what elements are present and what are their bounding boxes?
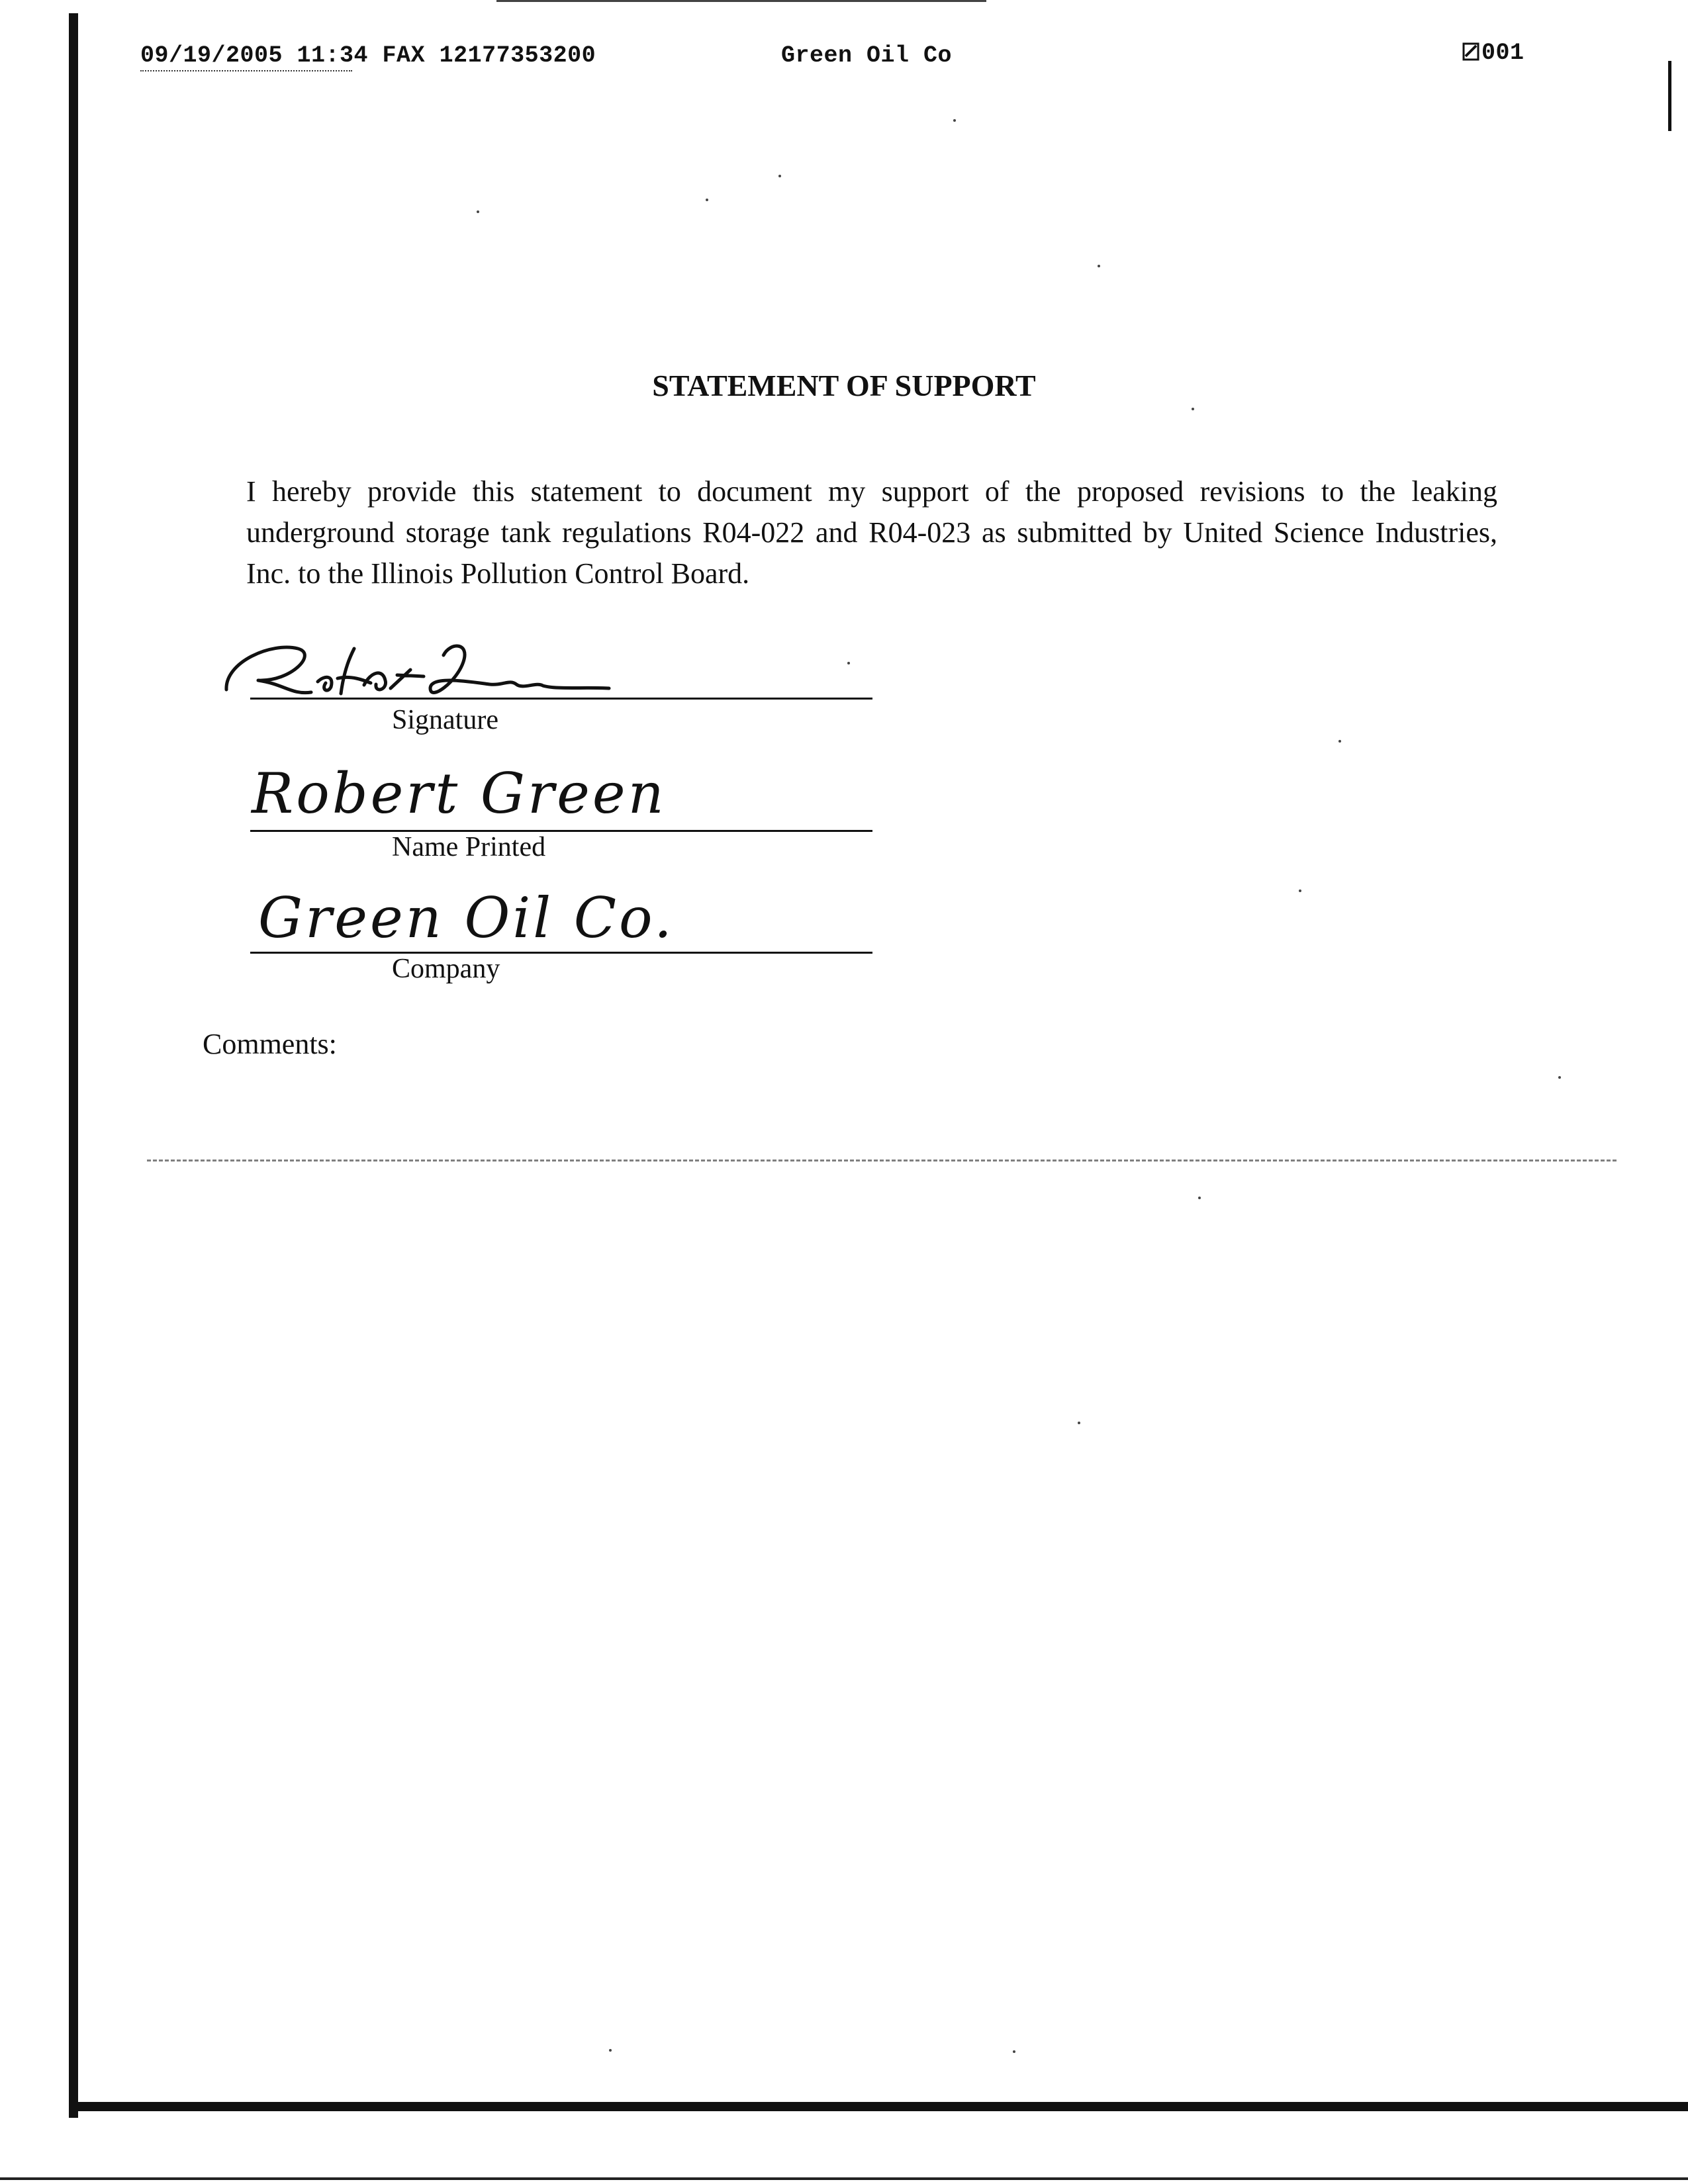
bottom-edge-line	[0, 2177, 1688, 2180]
speck	[1338, 740, 1341, 743]
speck	[477, 210, 479, 213]
speck	[1192, 408, 1194, 410]
speck	[1098, 265, 1100, 267]
fax-header-sender: Green Oil Co	[781, 42, 953, 69]
fax-page-indicator	[1462, 40, 1524, 66]
company-line	[250, 952, 872, 954]
speck	[1198, 1197, 1201, 1199]
speck	[1558, 1076, 1561, 1079]
name-printed-label: Name Printed	[392, 832, 546, 862]
comments-dashed-line	[147, 1160, 1617, 1161]
signature-label: Signature	[392, 705, 498, 735]
fax-checkbox-icon	[1462, 42, 1480, 62]
right-edge-mark	[1668, 61, 1671, 131]
name-printed-field	[199, 761, 887, 874]
signature-field	[199, 629, 887, 748]
speck	[1078, 1422, 1080, 1424]
comments-label: Comments:	[203, 1028, 337, 1060]
speck	[706, 199, 708, 201]
speck	[778, 175, 781, 177]
fax-header-datetime	[140, 42, 596, 69]
document-title: STATEMENT OF SUPPORT	[652, 369, 1036, 402]
top-edge-mark	[496, 0, 986, 2]
statement-body: I hereby provide this statement to document my support of the proposed revisions to the leaking underground storage tank regulations R04-022 and R04-023 as submitted by United Science Industries, Inc. to the Illinois Pollution Control Board.	[246, 475, 1497, 590]
signature-line	[250, 698, 872, 700]
left-border	[69, 13, 78, 2118]
handwritten-signature	[212, 629, 622, 708]
speck	[1013, 2050, 1015, 2053]
speck	[847, 662, 850, 664]
fax-header-underline	[140, 70, 352, 71]
bottom-border	[69, 2102, 1688, 2111]
fax-page-number: 001	[1481, 40, 1524, 66]
speck	[609, 2049, 612, 2052]
name-printed-value: Robert Green	[252, 761, 667, 826]
speck	[953, 119, 956, 122]
name-printed-line	[250, 830, 872, 832]
company-field	[199, 886, 887, 998]
company-value: Green Oil Co.	[258, 886, 675, 950]
fax-datetime-text: 09/19/2005 11:34 FAX 12177353200	[140, 42, 596, 69]
company-label: Company	[392, 954, 500, 984]
speck	[1299, 889, 1301, 892]
